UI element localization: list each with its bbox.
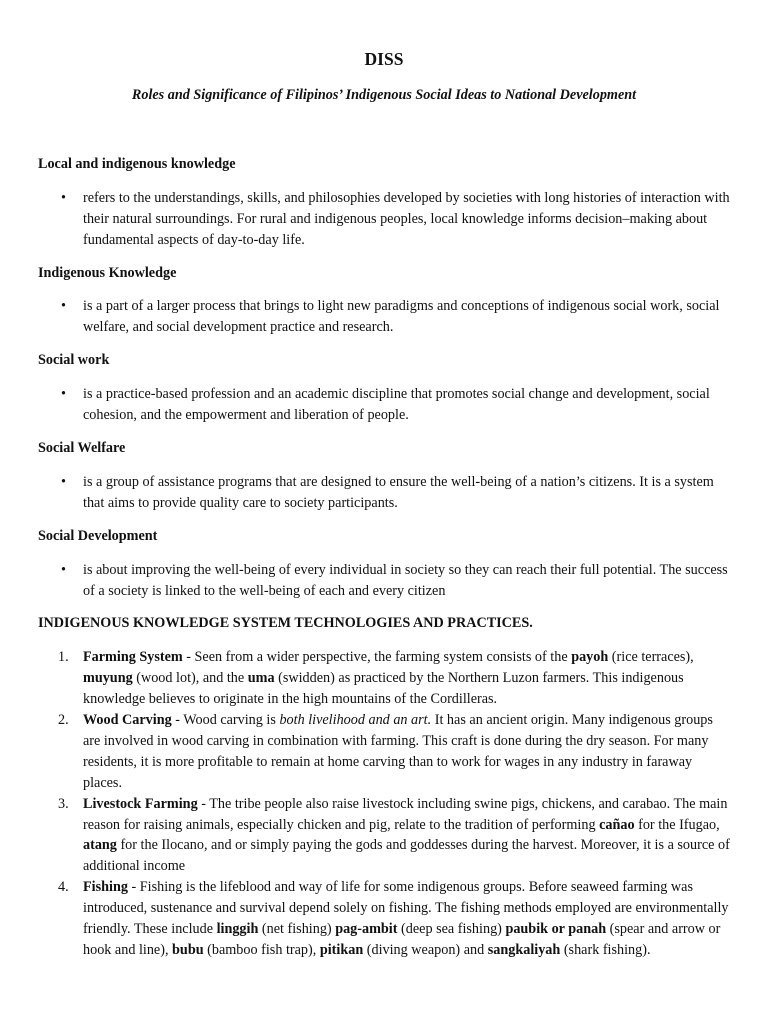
definition-list bbox=[38, 560, 730, 602]
practice-text: (net fishing) bbox=[258, 921, 336, 938]
practice-term: Livestock Farming bbox=[83, 795, 198, 812]
practice-number: 1. bbox=[58, 649, 69, 666]
bullet-icon: • bbox=[61, 298, 66, 315]
practice-term: Farming System bbox=[83, 649, 183, 666]
bullet-icon: • bbox=[61, 561, 66, 578]
practice-term: pitikan bbox=[319, 942, 364, 958]
document-title: DISS bbox=[364, 49, 404, 69]
practice-term: uma bbox=[247, 670, 275, 687]
definition-list bbox=[38, 188, 730, 251]
practice-text: - Seen from a wider perspective, the farming system consists of the bbox=[182, 649, 572, 666]
definition-list bbox=[38, 472, 730, 514]
definition-item bbox=[61, 560, 730, 602]
practice-item bbox=[58, 794, 730, 878]
term-heading: Social work bbox=[38, 352, 110, 369]
practice-term: paubik or panah bbox=[505, 921, 607, 938]
practices-list bbox=[38, 647, 730, 961]
practice-text: - Fishing is the lifeblood and way of life for some indigenous groups. Before seaweed farming was introduced, sustenance and survival depend solely on fishing. The fishing methods employed are environmentally friendly. These include bbox=[83, 879, 729, 938]
practice-number: 2. bbox=[58, 712, 69, 729]
definition-text: is a part of a larger process that brings to light new paradigms and conceptions of indigenous social work, social welfare, and social development practice and research. bbox=[83, 298, 720, 336]
practice-term: pag-ambit bbox=[335, 921, 398, 938]
practice-term: bubu bbox=[172, 942, 204, 958]
practice-term: payoh bbox=[571, 649, 609, 666]
practice-term: Fishing bbox=[83, 879, 128, 896]
definition-item bbox=[61, 472, 730, 514]
practice-text: (wood lot), and the bbox=[132, 670, 248, 687]
practice-number: 3. bbox=[58, 795, 69, 812]
practice-text: - The tribe people also raise livestock including swine pigs, chickens, and carabao. The main reason for raising animals, especially chicken and pig, relate to the tradition of performing bbox=[83, 795, 728, 833]
definition-list bbox=[38, 384, 730, 426]
practice-number: 4. bbox=[58, 879, 69, 896]
term-heading: Social Development bbox=[38, 527, 158, 544]
definition-list bbox=[38, 296, 730, 338]
term-heading: Local and indigenous knowledge bbox=[38, 155, 236, 172]
definition-text: is about improving the well-being of every individual in society so they can reach their full potential. The success of a society is linked to the well-being of each and every citizen bbox=[83, 561, 728, 599]
practice-text: - Wood carving is bbox=[171, 712, 280, 729]
term-heading: Indigenous Knowledge bbox=[38, 264, 177, 281]
practice-item bbox=[58, 710, 730, 794]
definition-text: is a practice-based profession and an academic discipline that promotes social change and development, social cohesion, and the empowerment and liberation of people. bbox=[83, 386, 710, 424]
bullet-icon: • bbox=[61, 386, 66, 403]
practice-text: (bamboo fish trap), bbox=[203, 942, 320, 958]
bullet-icon: • bbox=[61, 189, 66, 206]
practice-term: cañao bbox=[599, 816, 635, 833]
definition-item bbox=[61, 188, 730, 251]
term-heading: Social Welfare bbox=[38, 439, 126, 456]
practice-text: both livelihood and an art. bbox=[279, 712, 432, 729]
practice-term: Wood Carving bbox=[83, 712, 172, 729]
practice-term: muyung bbox=[83, 670, 133, 687]
bullet-icon: • bbox=[61, 473, 66, 490]
practice-text: (shark fishing). bbox=[560, 942, 651, 958]
practice-text: (spear and arrow or hook and line), bbox=[83, 921, 721, 958]
practice-text: It has an ancient origin. Many indigenous groups are involved in wood carving in combination with farming. This craft is done during the dry season. For many residents, it is more profitable to remain at home carving than to work for wages in any industry in faraway places. bbox=[83, 712, 713, 791]
practice-text: for the Ifugao, bbox=[634, 816, 720, 833]
practice-term: linggih bbox=[216, 921, 259, 938]
practice-text: (diving weapon) and bbox=[363, 942, 488, 958]
definition-text: refers to the understandings, skills, and philosophies developed by societies with long histories of interaction with their natural surroundings. For rural and indigenous peoples, local knowledge informs decision–making about fundamental aspects of day-to-day life. bbox=[83, 189, 730, 248]
practice-text: for the Ilocano, and or simply paying the gods and goddesses during the harvest. Moreover, it is a source of additional income bbox=[83, 837, 730, 875]
practice-text: (deep sea fishing) bbox=[397, 921, 506, 938]
practice-text: (rice terraces), bbox=[608, 649, 694, 666]
practice-text: (swidden) as practiced by the Northern Luzon farmers. This indigenous knowledge believes to originate in the high mountains of the Cordilleras. bbox=[83, 670, 684, 708]
practice-term: sangkaliyah bbox=[487, 942, 561, 958]
practices-heading: INDIGENOUS KNOWLEDGE SYSTEM TECHNOLOGIES AND PRACTICES. bbox=[38, 615, 533, 632]
document-subtitle: Roles and Significance of Filipinos’ Indigenous Social Ideas to National Development bbox=[131, 87, 637, 103]
practice-item bbox=[58, 877, 730, 961]
practice-term: atang bbox=[83, 837, 117, 854]
definition-text: is a group of assistance programs that are designed to ensure the well-being of a nation’s citizens. It is a system that aims to provide quality care to society participants. bbox=[83, 473, 714, 511]
practice-item bbox=[58, 647, 730, 710]
definition-item bbox=[61, 384, 730, 426]
definition-item bbox=[61, 296, 730, 338]
